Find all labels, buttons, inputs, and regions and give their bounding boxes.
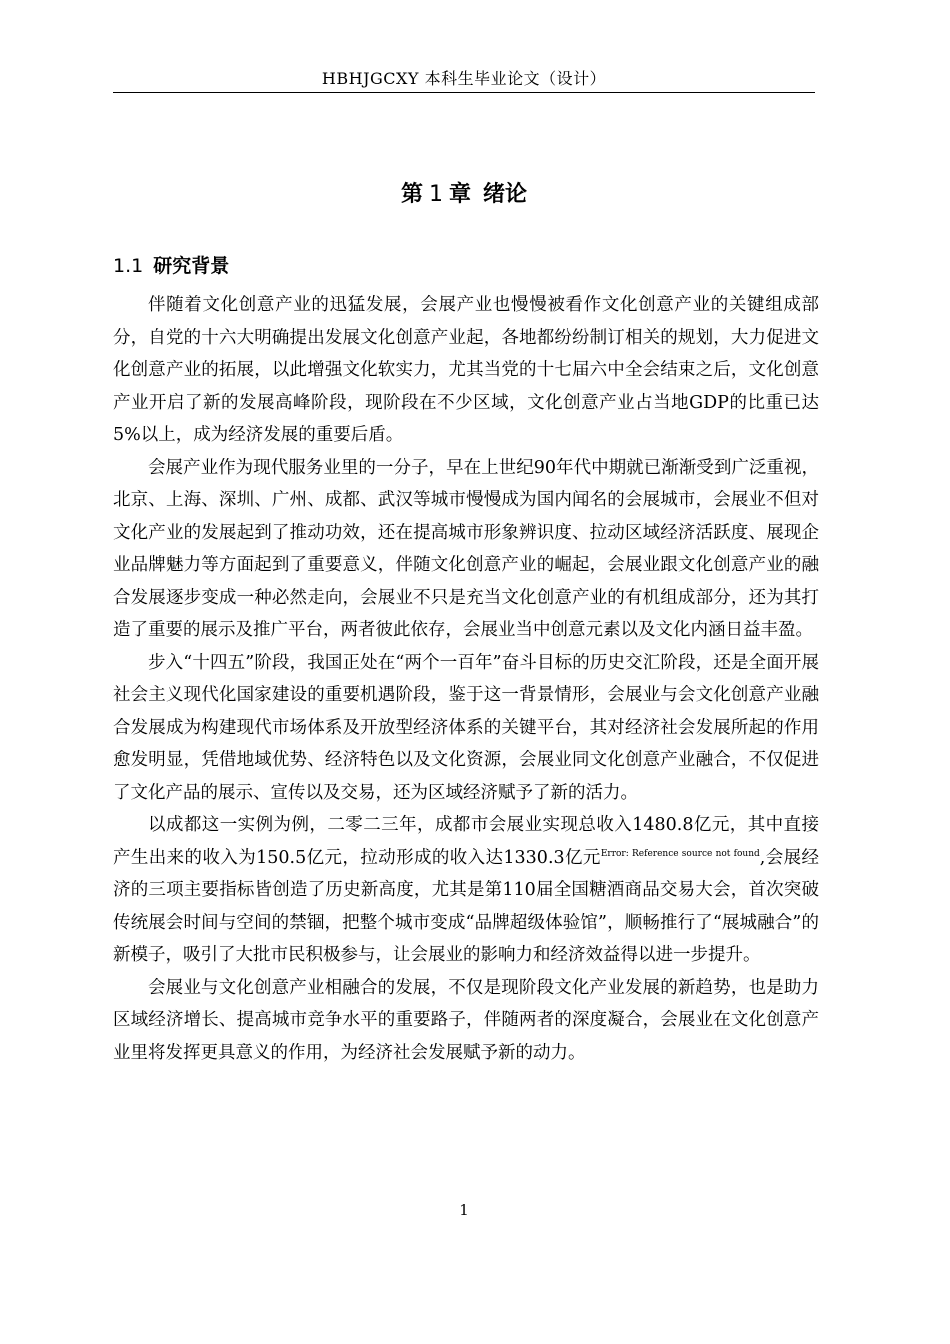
paragraph-4-before-citation: 以成都这一实例为例，二零二三年，成都市会展业实现总收入1480.8亿元，其中直接产生出来的收入为150.5亿元，拉动形成的收入达1330.3亿元 [113, 815, 819, 868]
section-title [113, 250, 229, 282]
header-rule [113, 92, 815, 93]
citation-error: Error: Reference source not found [600, 848, 760, 859]
page-number: 1 [459, 1201, 469, 1219]
section-number: 1.1 [113, 255, 144, 277]
paragraph-5: 会展业与文化创意产业相融合的发展，不仅是现阶段文化产业发展的新趋势，也是助力区域经济增长、提高城市竞争水平的重要路子，伴随两者的深度凝合，会展业在文化创意产业里将发挥更具意义的作用，为经济社会发展赋予新的动力。 [113, 977, 819, 1063]
page-header: HBHJGCXY 本科生毕业论文（设计） [321, 69, 607, 88]
paragraph-2: 会展产业作为现代服务业里的一分子，早在上世纪90年代中期就已渐渐受到广泛重视，北京、上海、深圳、广州、成都、武汉等城市慢慢成为国内闻名的会展城市，会展业不但对文化产业的发展起到了推动功效，还在提高城市形象辨识度、拉动区域经济活跃度、展现企业品牌魅力等方面起到了重要意义，伴随文化创意产业的崛起，会展业跟文化创意产业的融合发展逐步变成一种必然走向，会展业不只是充当文化创意产业的有机组成部分，还为其打造了重要的展示及推广平台，两者彼此依存，会展业当中创意元素以及文化内涵日益丰盈。 [113, 457, 819, 640]
chapter-number: 1 [428, 182, 443, 207]
chapter-title [113, 178, 815, 212]
chapter-name: 绪论 [483, 182, 528, 207]
paragraph-1: 伴随着文化创意产业的迅猛发展，会展产业也慢慢被看作文化创意产业的关键组成部分，自党的十六大明确提出发展文化创意产业起，各地都纷纷制订相关的规划，大力促进文化创意产业的拓展，以此增强文化软实力，尤其当党的十七届六中全会结束之后，文化创意产业开启了新的发展高峰阶段，现阶段在不少区域，文化创意产业占当地GDP的比重已达5%以上，成为经济发展的重要后盾。 [113, 295, 819, 445]
paragraph-4-after-citation: ,会展经济的三项主要指标皆创造了历史新高度，尤其是第110届全国糖酒商品交易大会，首次突破传统展会时间与空间的禁锢，把整个城市变成“品牌超级体验馆”，顺畅推行了“展城融合”的新模子，吸引了大批市民积极参与，让会展业的影响力和经济效益得以进一步提升。 [113, 847, 819, 965]
section-name: 研究背景 [153, 255, 230, 277]
paragraph-4 [113, 809, 819, 972]
chapter-suffix: 章 [448, 182, 471, 207]
paragraph-3: 步入“十四五”阶段，我国正处在“两个一百年”奋斗目标的历史交汇阶段，还是全面开展社会主义现代化国家建设的重要机遇阶段，鉴于这一背景情形，会展业与会文化创意产业融合发展成为构建现代市场体系及开放型经济体系的关键平台，其对经济社会发展所起的作用愈发明显，凭借地域优势、经济特色以及文化资源，会展业同文化创意产业融合，不仅促进了文化产品的展示、宣传以及交易，还为区域经济赋予了新的活力。 [113, 652, 819, 803]
body-text [113, 289, 819, 1069]
chapter-prefix: 第 [400, 182, 423, 207]
